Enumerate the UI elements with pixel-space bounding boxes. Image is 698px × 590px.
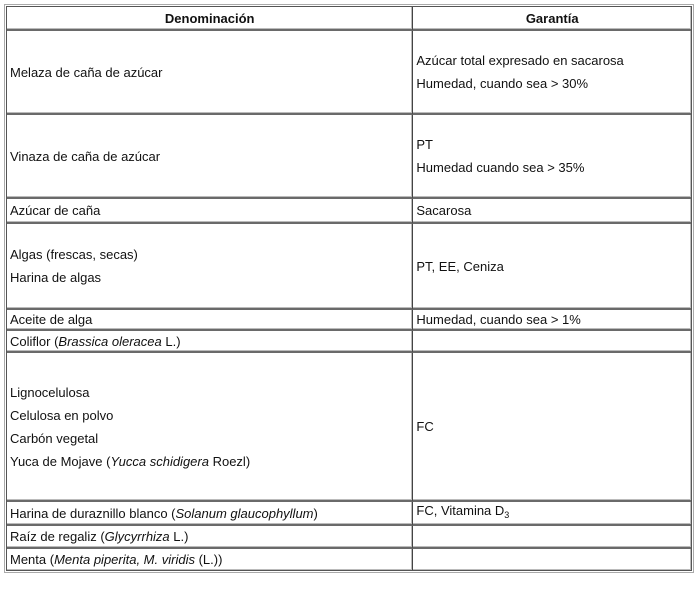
table-body bbox=[7, 31, 691, 570]
cell-garantia bbox=[413, 224, 691, 310]
garantia-line bbox=[416, 259, 688, 274]
scientific-name: Menta piperita, M. viridis bbox=[54, 552, 195, 567]
text-part: Harina de algas bbox=[10, 270, 102, 285]
cell-denominacion bbox=[7, 331, 413, 353]
cell-denominacion bbox=[7, 224, 413, 310]
cell-garantia bbox=[413, 502, 691, 526]
text-part: Raíz de regaliz ( bbox=[10, 529, 105, 544]
table-row bbox=[7, 549, 691, 570]
table-row bbox=[7, 526, 691, 549]
text-part: Carbón vegetal bbox=[10, 430, 99, 446]
garantia-line bbox=[416, 160, 688, 175]
text-part: Lignocelulosa bbox=[10, 384, 90, 400]
scientific-name: Brassica oleracea bbox=[58, 333, 162, 349]
text-part: Coliflor ( bbox=[10, 333, 59, 349]
cell-garantia bbox=[413, 526, 691, 549]
cell-denominacion bbox=[7, 502, 413, 526]
denominacion-line bbox=[10, 529, 409, 544]
feed-materials-table bbox=[6, 6, 692, 571]
text-part: Harina de duraznillo blanco ( bbox=[10, 505, 176, 521]
table-row bbox=[7, 502, 691, 526]
denominacion-line bbox=[10, 247, 409, 262]
text-part: FC, Vitamina D bbox=[416, 503, 505, 518]
text-part: Melaza de caña de azúcar bbox=[10, 64, 163, 80]
text-part: Yuca de Mojave ( bbox=[10, 453, 111, 469]
text-part: L.) bbox=[169, 529, 189, 544]
cell-garantia bbox=[413, 331, 691, 353]
cell-garantia bbox=[413, 115, 691, 199]
denominacion-line bbox=[10, 385, 409, 400]
text-part: Vinaza de caña de azúcar bbox=[10, 148, 161, 164]
scientific-name: Solanum glaucophyllum bbox=[175, 505, 314, 521]
text-part: Sacarosa bbox=[416, 203, 472, 218]
cell-garantia bbox=[413, 353, 691, 502]
denominacion-line bbox=[10, 408, 409, 423]
text-part: Humedad, cuando sea > 30% bbox=[416, 76, 589, 91]
garantia-line bbox=[416, 137, 688, 152]
text-part: PT, EE, Ceniza bbox=[416, 258, 504, 274]
text-part: Celulosa en polvo bbox=[10, 407, 114, 423]
subscript: 3 bbox=[504, 510, 510, 520]
text-part: Humedad cuando sea > 35% bbox=[416, 160, 585, 175]
cell-denominacion bbox=[7, 526, 413, 549]
text-part: ) bbox=[313, 505, 318, 521]
denominacion-line bbox=[10, 454, 409, 469]
denominacion-line bbox=[10, 270, 409, 285]
text-part: Aceite de alga bbox=[10, 312, 93, 327]
garantia-line bbox=[416, 312, 688, 327]
text-part: Roezl) bbox=[208, 453, 251, 469]
table-row bbox=[7, 199, 691, 224]
cell-denominacion bbox=[7, 310, 413, 331]
garantia-line bbox=[416, 503, 688, 523]
cell-garantia bbox=[413, 199, 691, 224]
cell-denominacion bbox=[7, 31, 413, 115]
text-part: Azúcar de caña bbox=[10, 203, 101, 218]
denominacion-line bbox=[10, 312, 409, 327]
denominacion-line bbox=[10, 65, 409, 80]
scientific-name: Yucca schidigera bbox=[110, 453, 209, 469]
cell-denominacion bbox=[7, 549, 413, 570]
table-row bbox=[7, 224, 691, 310]
header-garantia: Garantía bbox=[413, 7, 691, 31]
text-part: FC bbox=[416, 419, 434, 434]
garantia-line bbox=[416, 203, 688, 218]
denominacion-line bbox=[10, 334, 409, 349]
scientific-name: Glycyrrhiza bbox=[104, 529, 170, 544]
text-part: L.) bbox=[161, 333, 181, 349]
header-denominacion: Denominación bbox=[7, 7, 413, 31]
table-header-row bbox=[7, 7, 691, 31]
denominacion-line bbox=[10, 506, 409, 521]
cell-garantia bbox=[413, 31, 691, 115]
denominacion-line bbox=[10, 149, 409, 164]
table-row bbox=[7, 31, 691, 115]
garantia-line bbox=[416, 419, 688, 434]
table-row bbox=[7, 310, 691, 331]
denominacion-line bbox=[10, 552, 409, 567]
denominacion-line bbox=[10, 203, 409, 218]
cell-denominacion bbox=[7, 115, 413, 199]
text-part: PT bbox=[416, 137, 434, 152]
text-part: Humedad, cuando sea > 1% bbox=[416, 312, 581, 327]
text-part: (L.)) bbox=[194, 552, 223, 567]
cell-denominacion bbox=[7, 353, 413, 502]
table-row bbox=[7, 115, 691, 199]
text-part: Azúcar total expresado en sacarosa bbox=[416, 53, 624, 68]
table-row bbox=[7, 331, 691, 353]
cell-garantia bbox=[413, 549, 691, 570]
cell-garantia bbox=[413, 310, 691, 331]
text-part: Algas (frescas, secas) bbox=[10, 247, 138, 262]
denominacion-line bbox=[10, 431, 409, 446]
cell-denominacion bbox=[7, 199, 413, 224]
text-part: Menta ( bbox=[10, 552, 55, 567]
table-row bbox=[7, 353, 691, 502]
garantia-line bbox=[416, 76, 688, 91]
garantia-line bbox=[416, 53, 688, 68]
